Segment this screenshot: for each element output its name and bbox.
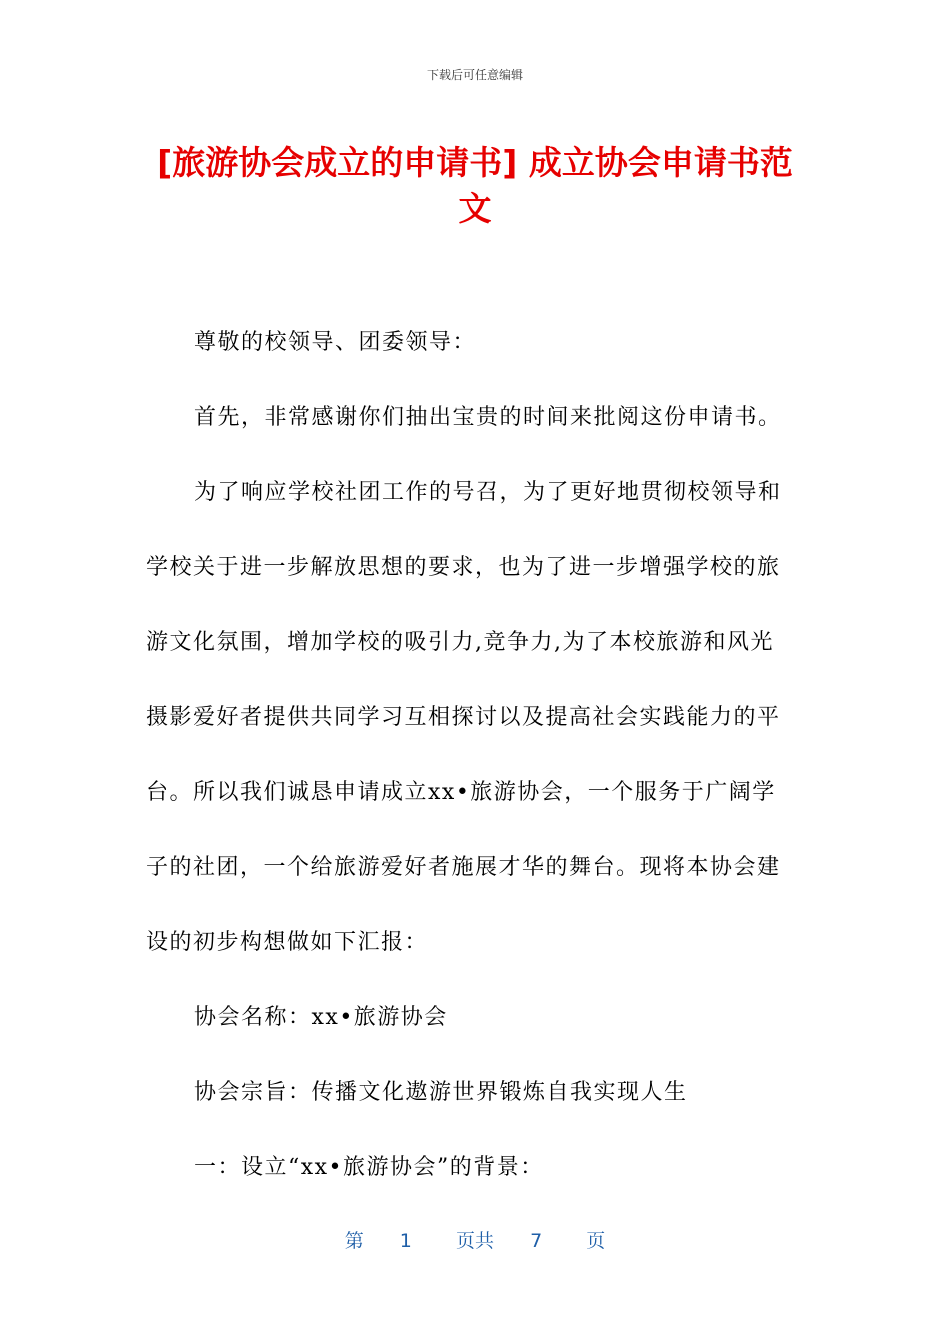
association-purpose: 协会宗旨：传播文化遨游世界锻炼自我实现人生: [194, 1080, 688, 1105]
paragraph-line: 学校关于进一步解放思想的要求，也为了进一步增强学校的旅: [146, 555, 781, 580]
header-note: 下载后可任意编辑: [426, 68, 523, 82]
footer-label-start: 第: [344, 1230, 364, 1252]
footer-page-current: 1: [399, 1230, 412, 1252]
footer-label-end: 页: [586, 1230, 606, 1252]
page-footer: [0, 1226, 950, 1253]
title-line-2: 文: [458, 189, 492, 228]
paragraph-line: 游文化氛围，增加学校的吸引力,竞争力,为了本校旅游和风光: [146, 630, 774, 655]
paragraph-line: 设的初步构想做如下汇报：: [146, 930, 429, 955]
footer-label-mid: 页共: [455, 1230, 494, 1252]
paragraph-line: 摄影爱好者提供共同学习互相探讨以及提高社会实践能力的平: [146, 705, 781, 730]
document-title: [140, 140, 810, 232]
paragraph-line: 首先，非常感谢你们抽出宝贵的时间来批阅这份申请书。: [194, 405, 782, 430]
salutation: 尊敬的校领导、团委领导：: [194, 330, 477, 355]
paragraph-line: 为了响应学校社团工作的号召，为了更好地贯彻校领导和: [194, 480, 782, 505]
association-name: 协会名称：xx•旅游协会: [194, 1005, 448, 1030]
section-heading: 一：设立“xx•旅游协会”的背景：: [194, 1155, 544, 1180]
paragraph-line: 台。所以我们诚恳申请成立xx•旅游协会，一个服务于广阔学: [146, 780, 776, 805]
footer-page-total: 7: [530, 1230, 543, 1252]
paragraph-line: 子的社团，一个给旅游爱好者施展才华的舞台。现将本协会建: [146, 855, 781, 880]
title-line-1: [旅游协会成立的申请书] 成立协会申请书范: [157, 143, 793, 182]
